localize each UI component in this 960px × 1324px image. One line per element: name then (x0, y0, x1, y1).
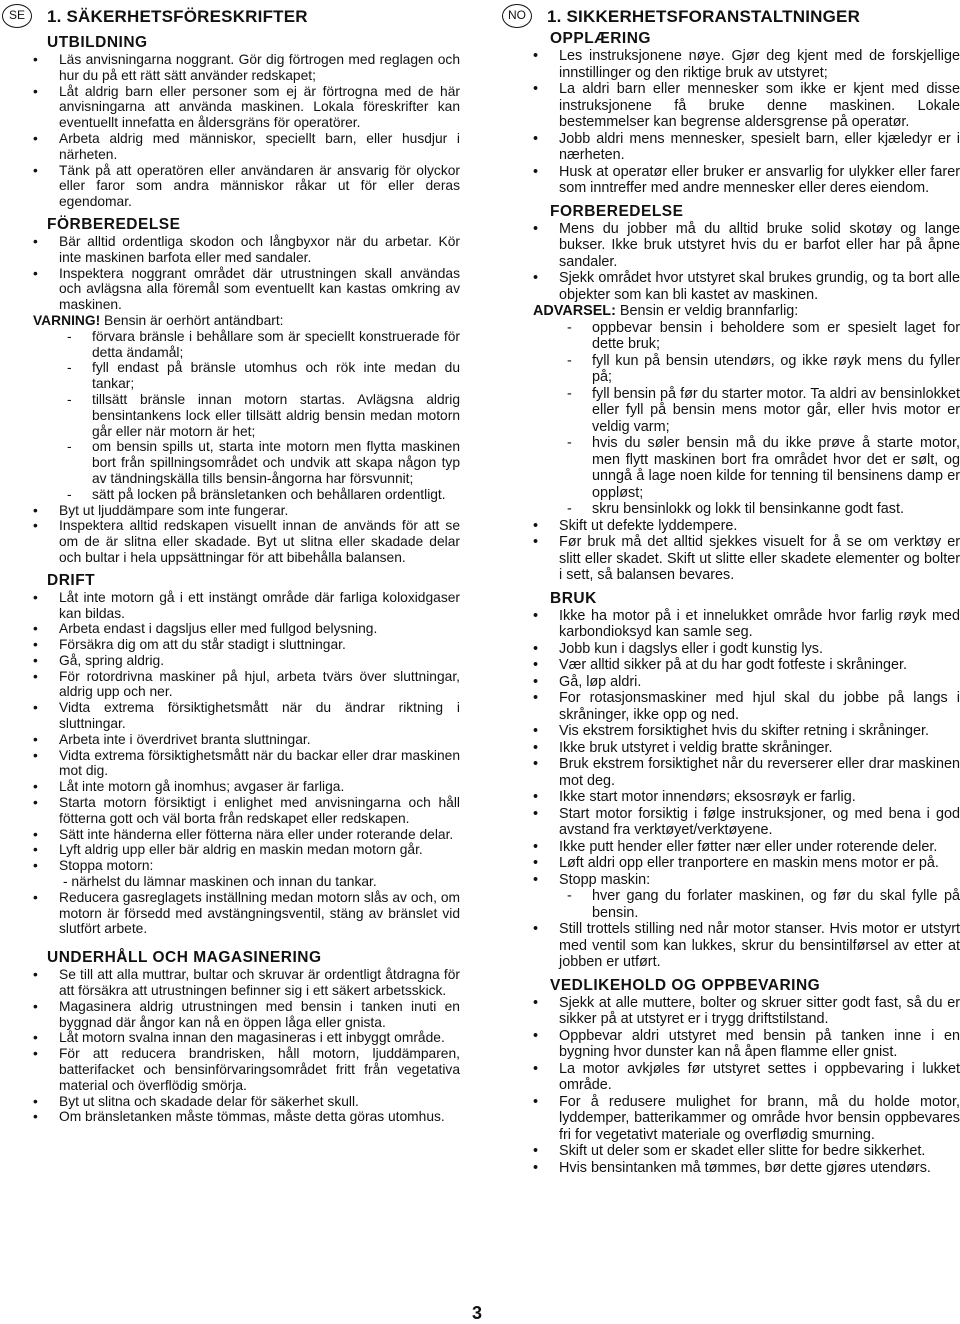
list-item: • Skift ut defekte lyddempere. (533, 518, 960, 535)
heading-drive-no: BRUK (550, 589, 597, 607)
list-item: - fyll bensin på før du starter motor. Ta aldri av bensinlokket eller fyll på bensin mens motor går, eller hvis motor er veldig varm; (533, 386, 960, 436)
heading-training-no: OPPLÆRING (550, 30, 651, 47)
heading-drive-se: DRIFT (47, 571, 96, 589)
list-item: • Försäkra dig om att du står stadigt i sluttningar. (33, 637, 460, 653)
warning-text-no: Bensin er veldig brannfarlig: (615, 303, 799, 319)
list-item: • Se till att alla muttrar, bultar och skruvar är ordentligt åtdragna för att försäkra att utrustningen befinner sig i ett säkert arbetsskick. (33, 967, 460, 999)
warning-text-se: Bensin är oerhört antändbart: (100, 312, 284, 328)
list-drive2-no (533, 921, 960, 971)
list-training-se (33, 52, 460, 210)
section-title-no: 1. SIKKERHETSFORANSTALTNINGER (547, 7, 861, 26)
list-item: • Bruk ekstrem forsiktighet når du reverserer eller drar maskinen mot deg. (533, 756, 960, 789)
list-warning-se (33, 329, 460, 503)
list-item: • Mens du jobber må du alltid bruke solid skotøy og lange bukser. Ikke bruk utstyret hvis du er barfot eller har på åpne sandaler. (533, 221, 960, 271)
list-item: • Sjekk området hvor utstyret skal brukes grundig, og ta bort alle objekter som kan bli kastet av maskinen. (533, 270, 960, 303)
stop-item-se: - närhelst du lämnar maskinen och innan du tankar. (63, 874, 377, 890)
page-number: 3 (472, 1303, 483, 1323)
list-item: - fyll kun på bensin utendørs, og ikke røyk mens du fyller på; (533, 353, 960, 386)
list-item: • La aldri barn eller mennesker som ikke er kjent med disse instruksjonene få bruke denne maskinen. Lokale bestemmelser kan begrense aldersgrense på operatør. (533, 81, 960, 131)
list-stop-no (533, 888, 960, 921)
language-badge-no: NO (502, 4, 532, 28)
list-prep-no (533, 221, 960, 304)
language-badge-se: SE (2, 4, 32, 28)
list-item: • Inspektera noggrant området där utrustningen skall användas och avlägsna alla föremål som eventuellt kan kastas omkring av maskinen. (33, 266, 460, 313)
list-item: • Les instruksjonene nøye. Gjør deg kjent med de forskjellige innstillinger og den riktige bruk av utstyret; (533, 48, 960, 81)
list-item: • Start motor forsiktig i følge instruksjoner, og med bena i god avstand fra verktøyet/verktøyene. (533, 806, 960, 839)
list-item: • Før bruk må det alltid sjekkes visuelt for å se om verktøy er slitt eller skadet. Skift ut slitte eller skadete elementer og bolter i sett, så balansen bevares. (533, 534, 960, 584)
list-item: • Hvis bensintanken må tømmes, bør dette gjøres utendørs. (533, 1160, 960, 1177)
list-drive-no (533, 608, 960, 889)
list-item: • Still trottels stilling ned når motor stanser. Hvis motor er utstyrt med ventil som kan lukkes, skrur du bensintilførsel av etter at jobben er utført. (533, 921, 960, 971)
list-item: - fyll endast på bränsle utomhus och rök inte medan du tankar; (33, 360, 460, 392)
content-se (33, 34, 460, 1125)
list-warning-no (533, 320, 960, 518)
list-item: • Arbeta endast i dagsljus eller med fullgod belysning. (33, 621, 460, 637)
list-item: • Tänk på att operatören eller användaren är ansvarig för olyckor eller faror som andra människor råkar ut för eller deras egendomar. (33, 163, 460, 210)
list-item: • Arbeta inte i överdrivet branta sluttningar. (33, 732, 460, 748)
warning-label-no: ADVARSEL: (533, 303, 616, 319)
list-item: - om bensin spills ut, starta inte motorn men flytta maskinen bort från spillningsområdet och undvik att skapa någon typ av tändningskälla tills bensin-ångorna har försvunnit; (33, 439, 460, 486)
list-item: • Låt motorn svalna innan den magasineras i ett inbyggt område. (33, 1030, 460, 1046)
list-item: - hver gang du forlater maskinen, og før du skal fylle på bensin. (533, 888, 960, 921)
list-item: • Reducera gasreglagets inställning medan motorn slås av och, om motorn är försedd med avstängningsventil, stäng av bränslet vid slutfört arbete. (33, 890, 460, 937)
list-item: • Byt ut ljuddämpare som inte fungerar. (33, 503, 460, 519)
list-item: • Magasinera aldrig utrustningen med bensin i tanken inuti en byggnad där ångor kan nå en öppen låga eller gnista. (33, 999, 460, 1031)
list-training-no (533, 48, 960, 197)
warning-paragraph-no (533, 303, 960, 320)
list-item: • Vidta extrema försiktighetsmått när du backar eller drar maskinen mot dig. (33, 748, 460, 780)
list-item: • Läs anvisningarna noggrant. Gör dig förtrogen med reglagen och hur du på ett rätt sätt använder redskapet; (33, 52, 460, 84)
list-item: - oppbevar bensin i beholdere som er spesielt laget for dette bruk; (533, 320, 960, 353)
list-item: - tillsätt bränsle innan motorn startas. Avlägsna aldrig bensintankens lock eller tillsätt aldrig bensin medan motorn går eller när motorn är het; (33, 392, 460, 439)
list-item: • Gå, spring aldrig. (33, 653, 460, 669)
list-item: • Skift ut deler som er skadet eller slitte for bedre sikkerhet. (533, 1143, 960, 1160)
heading-training-se: UTBILDNING (47, 34, 148, 51)
list-item: • Jobb kun i dagslys eller i godt kunstig lys. (533, 641, 960, 658)
list-item: - sätt på locken på bränsletanken och behållaren ordentligt. (33, 487, 460, 503)
list-drive-se (33, 590, 460, 874)
list-item: • För rotordrivna maskiner på hjul, arbeta tvärs över sluttningar, aldrig upp och ner. (33, 669, 460, 701)
list-item: • Ikke ha motor på i et innelukket område hvor farlig røyk med karbondioksyd kan samle seg. (533, 608, 960, 641)
list-prep-se (33, 234, 460, 313)
list-item: • Lyft aldrig upp eller bär aldrig en maskin medan motorn går. (33, 842, 460, 858)
list-item: • For rotasjonsmaskiner med hjul skal du jobbe på langs i skråninger, ikke opp og ned. (533, 690, 960, 723)
heading-prep-no: FORBEREDELSE (550, 202, 684, 220)
warning-label-se: VARNING! (33, 312, 101, 328)
list-item: • Stopp maskin: (533, 872, 960, 889)
list-prep2-se (33, 503, 460, 566)
list-item: • Vis ekstrem forsiktighet hvis du skifter retning i skråninger. (533, 723, 960, 740)
list-item: • Bär alltid ordentliga skodon och långbyxor när du arbetar. Kör inte maskinen barfota eller med sandaler. (33, 234, 460, 266)
list-item: • Arbeta aldrig med människor, speciellt barn, eller husdjur i närheten. (33, 131, 460, 163)
list-item: - skru bensinlokk og lokk til bensinkanne godt fast. (533, 501, 960, 518)
list-item: • Låt inte motorn gå i ett instängt område där farliga koloxidgaser kan bildas. (33, 590, 460, 622)
list-item: • Byt ut slitna och skadade delar för säkerhet skull. (33, 1094, 460, 1110)
heading-maint-no: VEDLIKEHOLD OG OPPBEVARING (550, 976, 821, 994)
list-item: • Vidta extrema försiktighetsmått när du ändrar riktning i sluttningar. (33, 700, 460, 732)
list-item: • Starta motorn försiktigt i enlighet med anvisningarna och håll fötterna gott och väl borta från redskapet eller redskapen. (33, 795, 460, 827)
list-maint-no (533, 995, 960, 1177)
content-no (533, 30, 960, 1176)
list-item: • Ikke bruk utstyret i veldig bratte skråninger. (533, 740, 960, 757)
list-item: • For å redusere mulighet for brann, må du holde motor, lyddemper, batterikammer og område hvor bensin oppbevares fri for vegetativt materiale og overflødig smurning. (533, 1094, 960, 1144)
list-item: • För att reducera brandrisken, håll motorn, ljuddämparen, batterifacket och bensinförvaringsområdet fritt från vegetativa material och överflödig smörja. (33, 1046, 460, 1093)
list-item: • Ikke putt hender eller føtter nær eller under roterende deler. (533, 839, 960, 856)
heading-maint-se: UNDERHÅLL OCH MAGASINERING (47, 949, 322, 967)
list-item: • Inspektera alltid redskapen visuellt innan de används för att se om de är slitna eller skadade. Byt ut slitna eller skadade delar och bultar i hela uppsättningar för att bibehålla balansen. (33, 518, 460, 565)
list-item: • Sjekk at alle muttere, bolter og skruer sitter godt fast, så du er sikker på at utstyret er i trygg driftstilstand. (533, 995, 960, 1028)
list-item: • Stoppa motorn: (33, 858, 460, 874)
list-item: • Løft aldri opp eller tranportere en maskin mens motor er på. (533, 855, 960, 872)
list-item: • Låt inte motorn gå inomhus; avgaser är farliga. (33, 779, 460, 795)
list-item: • Om bränsletanken måste tömmas, måste detta göras utomhus. (33, 1109, 460, 1125)
list-item: - förvara bränsle i behållare som är speciellt konstruerade för detta ändamål; (33, 329, 460, 361)
list-maint-se (33, 967, 460, 1125)
list-item: • Jobb aldri mens mennesker, spesielt barn, eller kjæledyr er i nærheten. (533, 131, 960, 164)
list-item: • Låt aldrig barn eller personer som ej är förtrogna med de här anvisningarna att använda maskinen. Lokala föreskrifter kan eventuellt innefatta en åldersgräns för operatörer. (33, 84, 460, 131)
list-item: • Vær alltid sikker på at du har godt fotfeste i skråninger. (533, 657, 960, 674)
list-item: • Gå, løp aldri. (533, 674, 960, 691)
list-item: • Sätt inte händerna eller fötterna nära eller under roterande delar. (33, 827, 460, 843)
warning-paragraph-se (33, 313, 460, 329)
heading-prep-se: FÖRBEREDELSE (47, 215, 181, 233)
list-drive2-se (33, 890, 460, 937)
list-item: • Ikke start motor innendørs; eksosrøyk er farlig. (533, 789, 960, 806)
list-item: • La motor avkjøles før utstyret settes i oppbevaring i lukket område. (533, 1061, 960, 1094)
list-item: • Husk at operatør eller bruker er ansvarlig for ulykker eller farer som inntreffer med andre mennesker eller deres eiendom. (533, 164, 960, 197)
list-item: • Oppbevar aldri utstyret med bensin på tanken inne i en bygning hvor dunster kan nå åpen flamme eller gnist. (533, 1028, 960, 1061)
list-prep2-no (533, 518, 960, 584)
section-title-se: 1. SÄKERHETSFÖRESKRIFTER (47, 7, 308, 26)
list-item: - hvis du søler bensin må du ikke prøve å starte motor, men flytt maskinen bort fra området hvor det er sølt, og unngå å lage noen kilde for tenning til bensinens damp er oppløst; (533, 435, 960, 501)
